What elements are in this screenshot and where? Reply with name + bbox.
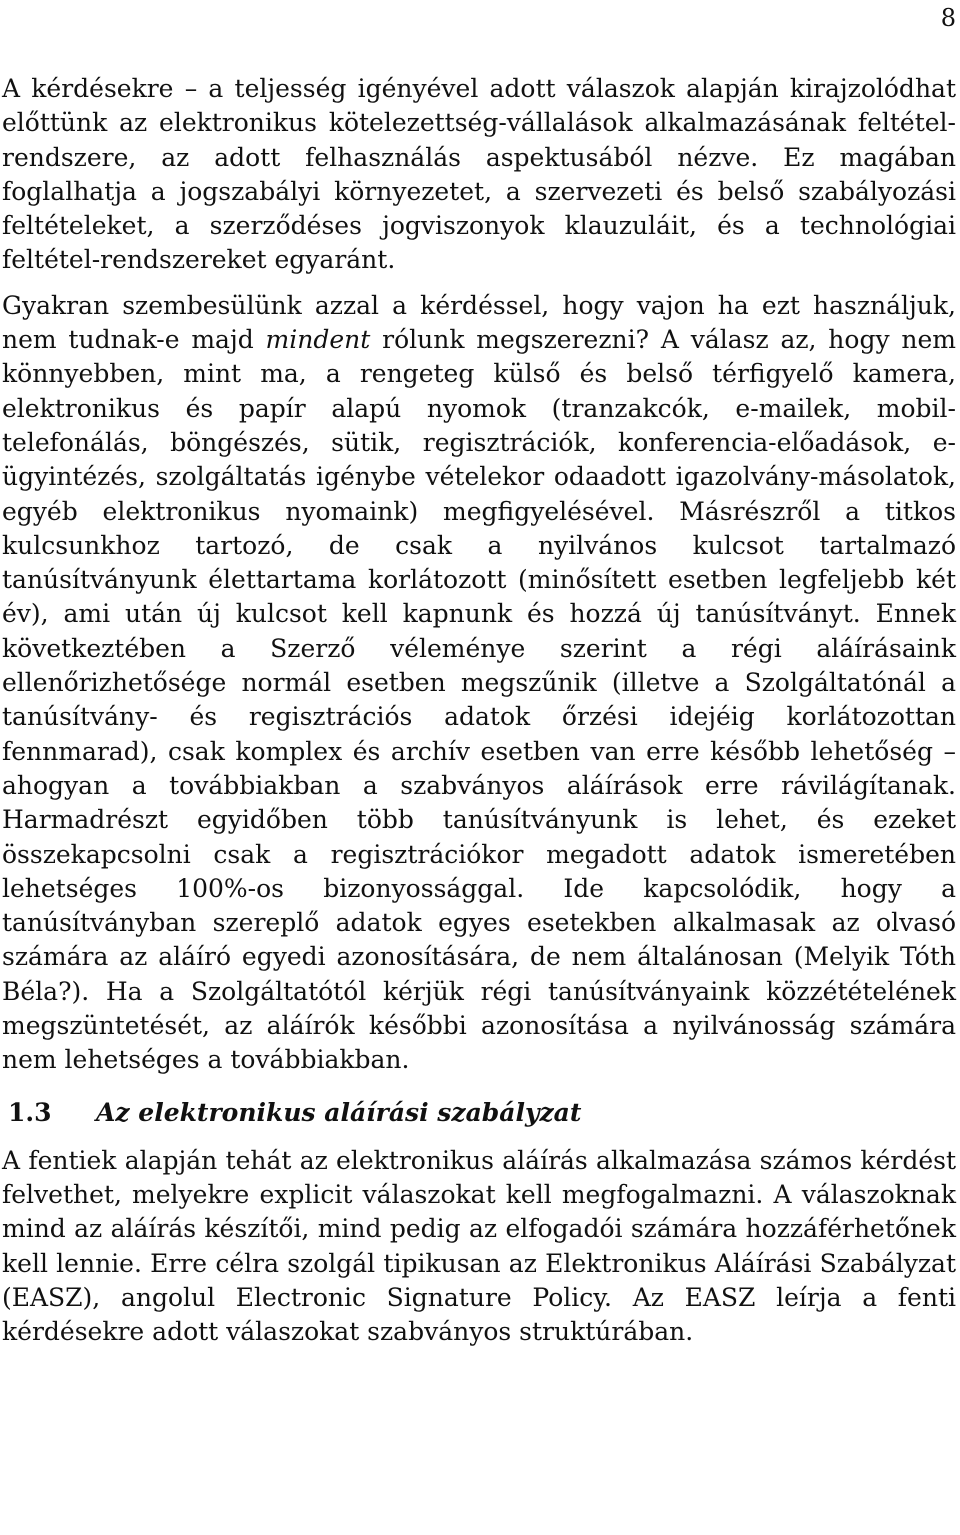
paragraph: A fentiek alapján tehát az elektronikus aláírás alkalmazása számos kérdést felvethet, melyekre explicit válaszokat kell megfogalmazni. A válaszoknak mind az aláírás készítői, mind pedig az elfogadói számára hozzáférhetőnek kell lennie. Erre célra szolgál tipikusan az Elektronikus Aláírási Szabályzat (EASZ), angolul Electronic Signature Policy. Az EASZ leírja a fenti kérdésekre adott válaszokat szabványos struktúrában. xyxy=(2,1145,956,1347)
section-number: 1.3 xyxy=(8,1097,52,1127)
page-body xyxy=(2,72,956,1349)
emphasized-word: mindent xyxy=(265,325,371,355)
paragraph-text: Gyakran szembesülünk azzal a kérdéssel, hogy vajon ha ezt használjuk, nem tudnak-e majd xyxy=(2,290,956,355)
paragraph xyxy=(2,289,956,1078)
page-number: 8 xyxy=(940,4,956,32)
section-title: Az elektronikus aláírási szabályzat xyxy=(96,1097,582,1127)
section-heading xyxy=(2,1096,956,1130)
paragraph: A kérdésekre – a teljesség igényével adott válaszok alapján kirajzolódhat előttünk az elektronikus kötelezettség-vállalások alkalmazásának feltétel-rendszere, az adott felhasználás aspektusából nézve. Ez magában foglalhatja a jogszabályi környezetet, a szervezeti és belső szabályozási feltételeket, a szerződéses jogviszonyok klauzuláit, és a technológiai feltétel-rendszereket egyaránt. xyxy=(2,74,956,275)
paragraph-text: rólunk megszerezni? A válasz az, hogy nem könnyebben, mint ma, a rengeteg külső és belső térfigyelő kamera, elektronikus és papír alapú nyomok (tranzakcók, e-mailek, mobil-telefonálás, böngészés, sütik, regisztrációk, konferencia-előadások, e-ügyintézés, szolgáltatás igénybe vételekor odaadott igazolvány-másolatok, egyéb elektronikus nyomaink) megfigyelésével. Másrészről a titkos kulcsunkhoz tartozó, de csak a nyilvános kulcsot tartalmazó tanúsítványunk élettartama korlátozott (minősített esetben legfeljebb két év), ami után új kulcsot kell kapnunk és hozzá új tanúsítványt. Ennek következtében a Szerző véleménye szerint a régi aláírásaink ellenőrizhetősége normál esetben megszűnik (illetve a Szolgáltatónál a tanúsítvány- és regisztrációs adatok őrzési idejéig korlátozottan fennmarad), csak komplex és archív esetben van erre később lehetőség – ahogyan a továbbiakban a szabványos aláírások erre rávilágítanak. Harmadrészt egyidőben több tanúsítványunk is lehet, és ezeket összekapcsolni csak a regisztrációkor megadott adatok ismeretében lehetséges 100%-os bizonyossággal. Ide kapcsolódik, hogy a tanúsítványban szereplő adatok egyes esetekben alkalmasak az olvasó számára az aláíró egyedi azonosítására, de nem általánosan (Melyik Tóth Béla?). Ha a Szolgáltatótól kérjük régi tanúsítványaink közzétételének megszüntetését, az aláírók későbbi azonosítása a nyilvánosság számára nem lehetséges a továbbiakban. xyxy=(2,325,956,1075)
